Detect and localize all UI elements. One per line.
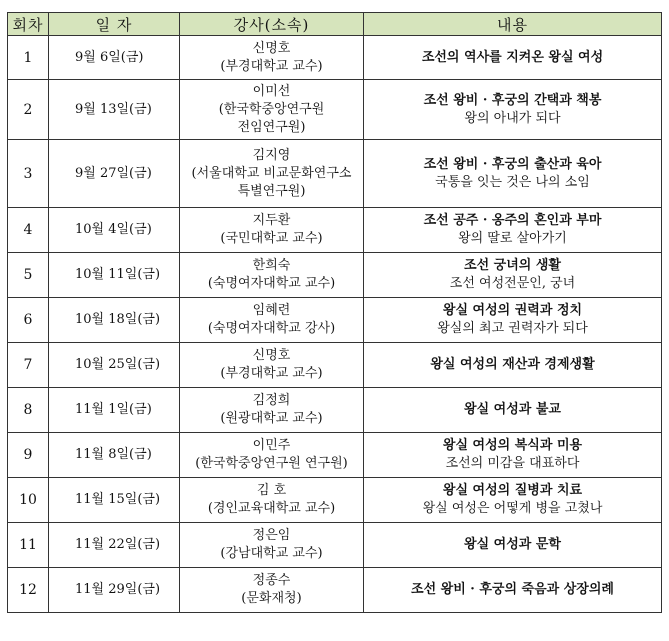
row-date: 11월 15일(금) — [49, 478, 180, 523]
lecturer-org: (숙명여자대학교 교수) — [207, 276, 336, 291]
lecturer-name: 김정희 — [252, 393, 291, 408]
lecturer-org: (문화재청) — [241, 591, 302, 606]
topic-title: 조선 궁녀의 생활 — [464, 258, 561, 273]
row-no: 5 — [8, 253, 49, 298]
table-row — [8, 36, 662, 80]
lecturer-name: 신명호 — [252, 40, 291, 56]
topic-title: 왕실 여성의 재산과 경제생활 — [430, 357, 595, 372]
row-topic — [364, 36, 662, 80]
lecturer-org-line2: 특별연구원) — [237, 183, 306, 199]
row-no: 10 — [8, 478, 49, 523]
topic-subtitle: 왕의 아내가 되다 — [464, 110, 561, 126]
row-no: 4 — [8, 208, 49, 253]
row-topic — [364, 298, 662, 343]
table-row — [8, 478, 662, 523]
table-row — [8, 298, 662, 343]
table-row — [8, 140, 662, 208]
row-date: 10월 4일(금) — [49, 208, 180, 253]
lecturer-name: 이민주 — [252, 438, 291, 453]
lecturer-name: 정종수 — [252, 573, 291, 588]
topic-title: 조선 왕비 · 후궁의 간택과 책봉 — [423, 92, 602, 108]
row-no: 7 — [8, 343, 49, 388]
table-row — [8, 568, 662, 613]
row-lecturer — [180, 343, 364, 388]
lecturer-name: 김지영 — [252, 147, 291, 163]
row-no: 8 — [8, 388, 49, 433]
table-row — [8, 388, 662, 433]
lecturer-org: (경인교육대학교 교수) — [207, 501, 336, 516]
row-topic — [364, 253, 662, 298]
lecturer-org-line2: 전임연구원) — [237, 119, 306, 135]
header-topic: 내용 — [364, 13, 662, 36]
lecturer-name: 임혜련 — [252, 303, 291, 318]
row-topic — [364, 478, 662, 523]
lecturer-org: (부경대학교 교수) — [220, 58, 323, 74]
row-lecturer — [180, 478, 364, 523]
table-row — [8, 253, 662, 298]
lecturer-org: (숙명여자대학교 강사) — [207, 321, 336, 336]
row-no: 9 — [8, 433, 49, 478]
row-topic — [364, 568, 662, 613]
row-lecturer — [180, 208, 364, 253]
table-row — [8, 523, 662, 568]
row-no: 6 — [8, 298, 49, 343]
row-date: 10월 11일(금) — [49, 253, 180, 298]
row-lecturer — [180, 36, 364, 80]
topic-title: 왕실 여성의 권력과 정치 — [442, 303, 583, 318]
row-no: 11 — [8, 523, 49, 568]
row-date: 9월 27일(금) — [49, 140, 180, 208]
row-topic — [364, 433, 662, 478]
topic-subtitle: 왕실의 최고 권력자가 되다 — [437, 321, 588, 336]
header-no: 회차 — [8, 13, 49, 36]
row-date: 9월 13일(금) — [49, 80, 180, 140]
topic-subtitle: 조선의 미감을 대표하다 — [445, 456, 580, 471]
table-row — [8, 208, 662, 253]
row-date: 10월 18일(금) — [49, 298, 180, 343]
row-lecturer — [180, 388, 364, 433]
topic-title: 조선 왕비 · 후궁의 출산과 육아 — [423, 156, 602, 172]
row-no: 2 — [8, 80, 49, 140]
row-lecturer — [180, 523, 364, 568]
lecturer-org: (한국학중앙연구원 연구원) — [195, 456, 348, 471]
topic-subtitle: 왕의 딸로 살아가기 — [458, 231, 567, 246]
row-topic — [364, 140, 662, 208]
lecturer-name: 지두환 — [252, 213, 291, 228]
row-topic — [364, 208, 662, 253]
row-date: 9월 6일(금) — [49, 36, 180, 80]
lecturer-name: 김 호 — [256, 483, 287, 498]
row-no: 3 — [8, 140, 49, 208]
row-date: 11월 29일(금) — [49, 568, 180, 613]
row-no: 12 — [8, 568, 49, 613]
lecturer-org: (한국학중앙연구원 — [218, 101, 325, 117]
table-row — [8, 433, 662, 478]
topic-title: 왕실 여성의 질병과 치료 — [442, 483, 583, 498]
row-lecturer — [180, 253, 364, 298]
header-date: 일 자 — [49, 13, 180, 36]
lecturer-name: 한희숙 — [252, 258, 291, 273]
table-header-row — [8, 13, 662, 36]
lecturer-name: 정은임 — [252, 528, 291, 543]
row-lecturer — [180, 568, 364, 613]
row-date: 11월 22일(금) — [49, 523, 180, 568]
lecture-schedule-table — [7, 12, 662, 613]
row-lecturer — [180, 298, 364, 343]
row-lecturer — [180, 80, 364, 140]
lecturer-org: (원광대학교 교수) — [220, 411, 323, 426]
topic-title: 조선 공주 · 옹주의 혼인과 부마 — [423, 213, 602, 228]
row-lecturer — [180, 433, 364, 478]
topic-title: 왕실 여성의 복식과 미용 — [442, 438, 583, 453]
lecturer-org: (서울대학교 비교문화연구소 — [191, 165, 352, 181]
topic-subtitle: 조선 여성전문인, 궁녀 — [449, 276, 576, 291]
lecturer-org: (강남대학교 교수) — [220, 546, 323, 561]
topic-subtitle: 왕실 여성은 어떻게 병을 고쳤나 — [422, 501, 603, 516]
row-date: 10월 25일(금) — [49, 343, 180, 388]
topic-title: 조선의 역사를 지켜온 왕실 여성 — [421, 49, 604, 65]
topic-title: 왕실 여성과 문학 — [464, 537, 561, 552]
topic-title: 왕실 여성과 불교 — [464, 402, 561, 417]
header-lecturer: 강사(소속) — [180, 13, 364, 36]
topic-title: 조선 왕비 · 후궁의 죽음과 상장의례 — [411, 582, 614, 597]
lecturer-name: 신명호 — [252, 348, 291, 363]
row-date: 11월 1일(금) — [49, 388, 180, 433]
row-lecturer — [180, 140, 364, 208]
table-row — [8, 80, 662, 140]
lecturer-org: (국민대학교 교수) — [220, 231, 323, 246]
row-topic — [364, 80, 662, 140]
row-topic — [364, 388, 662, 433]
topic-subtitle: 국통을 잇는 것은 나의 소임 — [435, 174, 590, 190]
row-topic — [364, 343, 662, 388]
lecturer-org: (부경대학교 교수) — [220, 366, 323, 381]
row-date: 11월 8일(금) — [49, 433, 180, 478]
row-no: 1 — [8, 36, 49, 80]
table-row — [8, 343, 662, 388]
lecturer-name: 이미선 — [252, 83, 291, 99]
row-topic — [364, 523, 662, 568]
